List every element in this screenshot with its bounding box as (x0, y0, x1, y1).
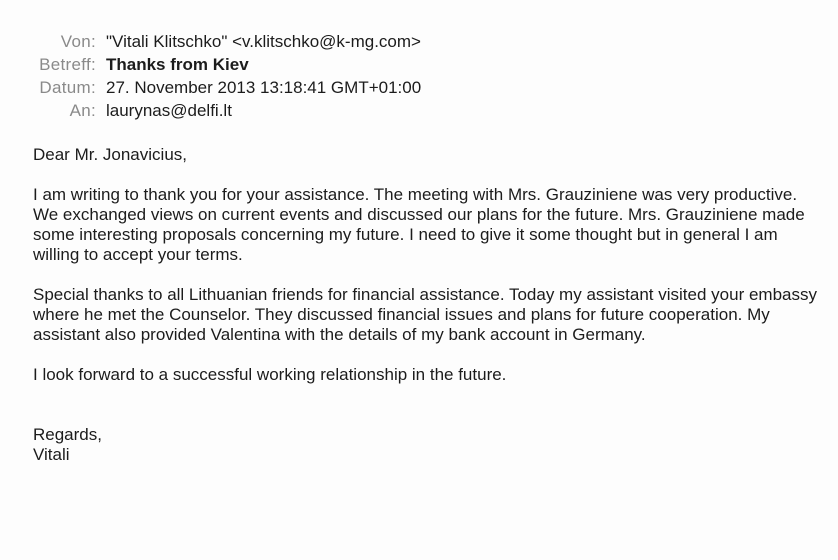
date-value: 27. November 2013 13:18:41 GMT+01:00 (106, 78, 422, 97)
paragraph-outlook: I look forward to a successful working relationship in the future. (33, 365, 507, 384)
header-from (0, 32, 838, 55)
greeting: Dear Mr. Jonavicius, (33, 145, 187, 164)
subject-label: Betreff: (39, 55, 96, 74)
from-value: "Vitali Klitschko" <v.klitschko@k-mg.com> (106, 32, 421, 51)
closing: Regards, (33, 425, 102, 444)
to-value: laurynas@delfi.lt (106, 101, 232, 120)
paragraph-financial: Special thanks to all Lithuanian friends for financial assistance. Today my assistant visited your embassy where he met the Counselor. They discussed financial issues and plans for future cooperation. My assistant also provided Valentina with the details of my bank account in Germany. (33, 285, 817, 344)
email-headers (0, 32, 838, 124)
to-label: An: (69, 101, 96, 120)
date-label: Datum: (39, 78, 96, 97)
from-label: Von: (60, 32, 96, 51)
paragraph-thanks: I am writing to thank you for your assistance. The meeting with Mrs. Grauziniene was very productive. We exchanged views on current events and discussed our plans for the future. Mrs. Grauziniene made some interesting proposals concerning my future. I need to give it some thought but in general I am willing to accept your terms. (33, 185, 805, 264)
signoff (33, 425, 823, 465)
email-body (33, 145, 823, 485)
signature: Vitali (33, 445, 70, 464)
header-date (0, 78, 838, 101)
subject-value: Thanks from Kiev (106, 55, 249, 74)
header-to (0, 101, 838, 124)
header-subject (0, 55, 838, 78)
